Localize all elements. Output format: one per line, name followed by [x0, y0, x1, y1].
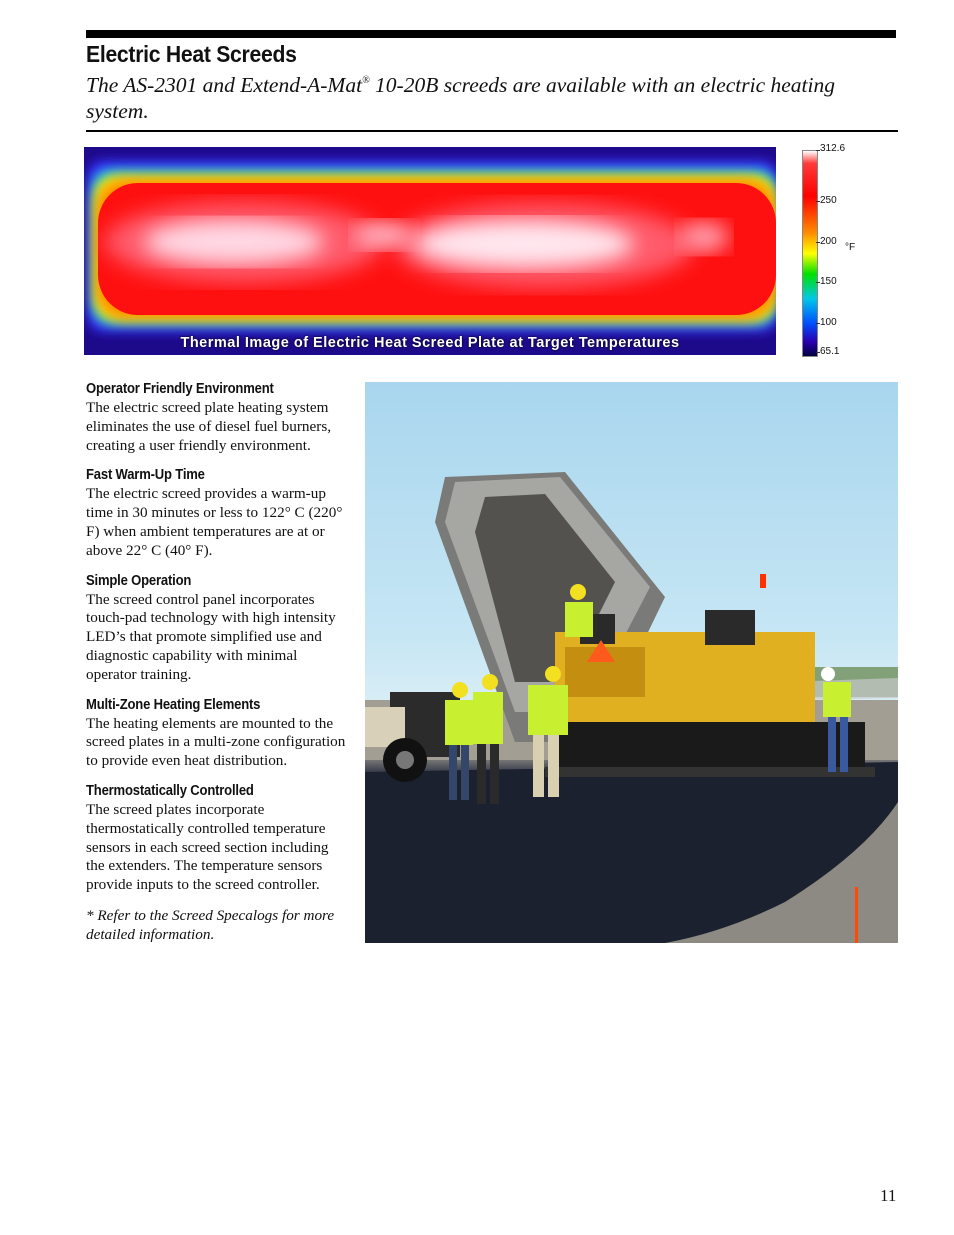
scale-label: 100 [820, 317, 837, 328]
scale-label: 150 [820, 276, 837, 287]
feature-body: The electric screed plate heating system eliminates the use of diesel fuel burners, creating a user friendly environment. [86, 399, 332, 454]
scale-unit: °F [845, 242, 856, 253]
thermal-image [84, 147, 776, 355]
feature-body: The heating elements are mounted to the screed plates in a multi-zone configuration to provide even heat distribution. [86, 714, 346, 770]
thermal-caption: Thermal Image of Electric Heat Screed Plate at Target Temperatures [180, 335, 680, 351]
feature-body: The screed control panel incorporates touch-pad technology with high intensity LED’s that promote simplified use and diagnostic capability with minimal operator training. [86, 590, 336, 683]
thermal-heatmap [84, 147, 776, 355]
feature-section [86, 380, 348, 455]
feature-heading: Thermostatically Controlled [86, 782, 254, 799]
feature-list [86, 380, 348, 944]
page-subtitle [86, 68, 886, 124]
registered-mark: ® [362, 75, 370, 86]
subtitle-text-1: The AS-2301 and Extend-A-Mat [86, 73, 363, 97]
feature-heading: Fast Warm-Up Time [86, 467, 205, 484]
page-number: 11 [880, 1186, 897, 1205]
header-rule [86, 130, 898, 132]
feature-heading: Multi-Zone Heating Elements [86, 696, 261, 713]
scale-label: 250 [820, 195, 837, 206]
feature-heading: Simple Operation [86, 572, 192, 589]
feature-section [86, 466, 348, 560]
scale-min-label: 65.1 [820, 346, 840, 357]
scale-label: 200 [820, 236, 837, 247]
feature-section [86, 572, 348, 685]
temperature-scale-bar [802, 150, 818, 357]
feature-section [86, 696, 348, 771]
feature-section [86, 782, 348, 895]
paver-illustration [365, 382, 898, 943]
subtitle-text-2: 10-20B screeds are available with an electric heating system. [86, 73, 835, 123]
paver-photo [365, 382, 898, 943]
scale-max-label: 312.6 [820, 143, 846, 154]
page-title: Electric Heat Screeds [86, 41, 297, 67]
feature-heading: Operator Friendly Environment [86, 381, 274, 397]
feature-body: The electric screed provides a warm-up time in 30 minutes or less to 122° C (220° F) when ambient temperatures are at or above 22° C (40° F). [86, 485, 343, 559]
footnote: * Refer to the Screed Specalogs for more detailed information. [86, 906, 335, 943]
feature-body: The screed plates incorporate thermostatically controlled temperature sensors in each screed section including the extenders. The temperature sensors provide inputs to the screed controller. [86, 800, 329, 894]
top-rule [86, 30, 896, 38]
